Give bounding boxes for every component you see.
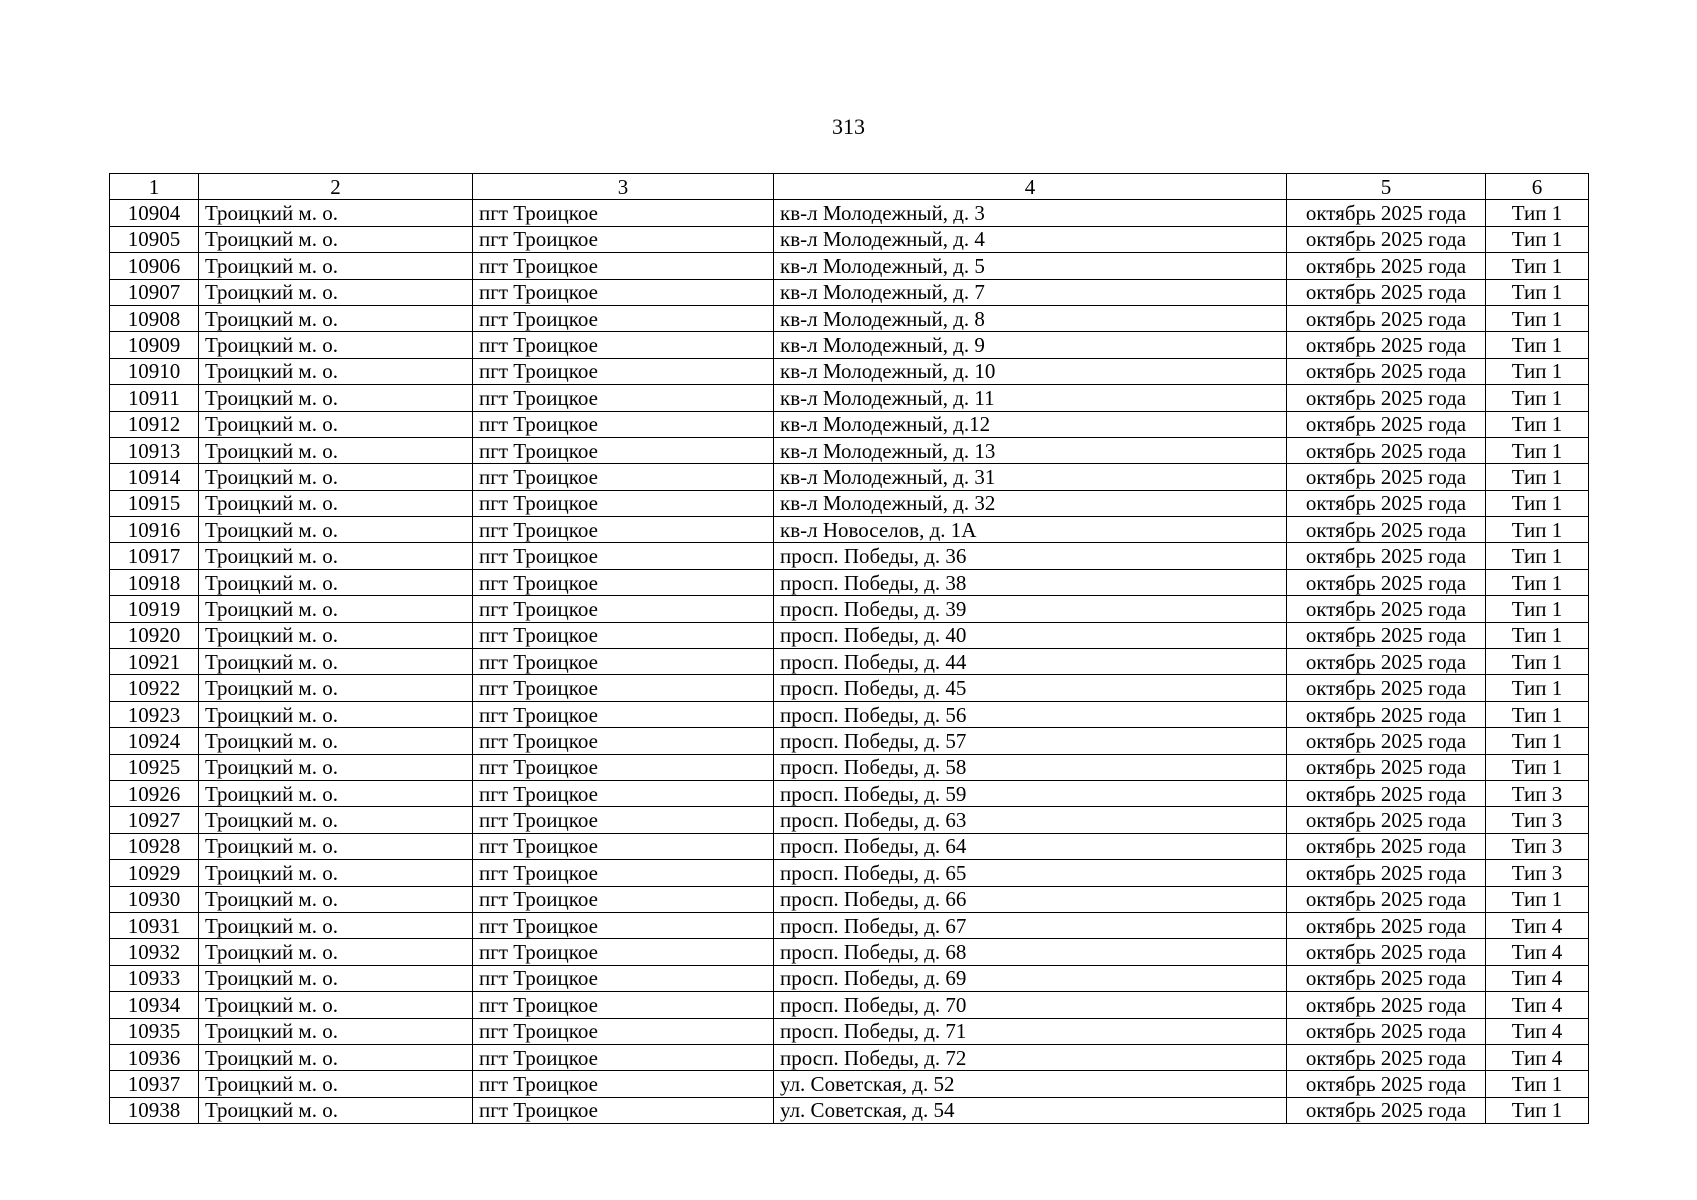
settlement-cell: пгт Троицкое (473, 253, 774, 279)
address-cell: просп. Победы, д. 70 (774, 992, 1287, 1018)
municipality-cell: Троицкий м. о. (199, 1097, 473, 1123)
settlement-cell: пгт Троицкое (473, 279, 774, 305)
column-header: 3 (473, 174, 774, 200)
settlement-cell: пгт Троицкое (473, 200, 774, 226)
period-cell: октябрь 2025 года (1287, 490, 1486, 516)
settlement-cell: пгт Троицкое (473, 860, 774, 886)
municipality-cell: Троицкий м. о. (199, 517, 473, 543)
type-cell: Тип 3 (1486, 833, 1589, 859)
table-body (110, 200, 1589, 1124)
address-cell: кв-л Молодежный, д. 32 (774, 490, 1287, 516)
address-cell: просп. Победы, д. 65 (774, 860, 1287, 886)
address-cell: просп. Победы, д. 44 (774, 649, 1287, 675)
settlement-cell: пгт Троицкое (473, 464, 774, 490)
type-cell: Тип 1 (1486, 622, 1589, 648)
settlement-cell: пгт Троицкое (473, 833, 774, 859)
type-cell: Тип 1 (1486, 358, 1589, 384)
row-number-cell: 10912 (110, 411, 199, 437)
type-cell: Тип 1 (1486, 1071, 1589, 1097)
period-cell: октябрь 2025 года (1287, 622, 1486, 648)
column-header: 2 (199, 174, 473, 200)
table-row (110, 912, 1589, 938)
row-number-cell: 10922 (110, 675, 199, 701)
municipality-cell: Троицкий м. о. (199, 807, 473, 833)
address-cell: просп. Победы, д. 63 (774, 807, 1287, 833)
type-cell: Тип 1 (1486, 543, 1589, 569)
table-row (110, 411, 1589, 437)
municipality-cell: Троицкий м. о. (199, 728, 473, 754)
table-row (110, 437, 1589, 463)
table-row (110, 253, 1589, 279)
type-cell: Тип 1 (1486, 728, 1589, 754)
municipality-cell: Троицкий м. о. (199, 490, 473, 516)
row-number-cell: 10931 (110, 912, 199, 938)
table-row (110, 939, 1589, 965)
settlement-cell: пгт Троицкое (473, 1044, 774, 1070)
settlement-cell: пгт Троицкое (473, 754, 774, 780)
period-cell: октябрь 2025 года (1287, 1097, 1486, 1123)
table-row (110, 358, 1589, 384)
address-cell: просп. Победы, д. 40 (774, 622, 1287, 648)
row-number-cell: 10911 (110, 385, 199, 411)
table-row (110, 886, 1589, 912)
settlement-cell: пгт Троицкое (473, 517, 774, 543)
table-row (110, 965, 1589, 991)
type-cell: Тип 3 (1486, 780, 1589, 806)
type-cell: Тип 1 (1486, 226, 1589, 252)
table-row (110, 1097, 1589, 1123)
table-row (110, 675, 1589, 701)
municipality-cell: Троицкий м. о. (199, 385, 473, 411)
period-cell: октябрь 2025 года (1287, 332, 1486, 358)
table-row (110, 226, 1589, 252)
address-cell: кв-л Молодежный, д. 31 (774, 464, 1287, 490)
period-cell: октябрь 2025 года (1287, 754, 1486, 780)
type-cell: Тип 4 (1486, 992, 1589, 1018)
type-cell: Тип 1 (1486, 200, 1589, 226)
row-number-cell: 10924 (110, 728, 199, 754)
period-cell: октябрь 2025 года (1287, 358, 1486, 384)
period-cell: октябрь 2025 года (1287, 992, 1486, 1018)
table-row (110, 490, 1589, 516)
address-cell: просп. Победы, д. 72 (774, 1044, 1287, 1070)
type-cell: Тип 4 (1486, 912, 1589, 938)
period-cell: октябрь 2025 года (1287, 728, 1486, 754)
settlement-cell: пгт Троицкое (473, 622, 774, 648)
municipality-cell: Троицкий м. о. (199, 965, 473, 991)
municipality-cell: Троицкий м. о. (199, 992, 473, 1018)
municipality-cell: Троицкий м. о. (199, 754, 473, 780)
table-row (110, 279, 1589, 305)
type-cell: Тип 1 (1486, 517, 1589, 543)
settlement-cell: пгт Троицкое (473, 649, 774, 675)
table-row (110, 305, 1589, 331)
row-number-cell: 10927 (110, 807, 199, 833)
period-cell: октябрь 2025 года (1287, 596, 1486, 622)
municipality-cell: Троицкий м. о. (199, 622, 473, 648)
address-cell: кв-л Молодежный, д. 3 (774, 200, 1287, 226)
table-row (110, 464, 1589, 490)
period-cell: октябрь 2025 года (1287, 226, 1486, 252)
type-cell: Тип 3 (1486, 860, 1589, 886)
type-cell: Тип 4 (1486, 965, 1589, 991)
row-number-cell: 10913 (110, 437, 199, 463)
type-cell: Тип 4 (1486, 1044, 1589, 1070)
municipality-cell: Троицкий м. о. (199, 912, 473, 938)
address-cell: просп. Победы, д. 45 (774, 675, 1287, 701)
settlement-cell: пгт Троицкое (473, 807, 774, 833)
row-number-cell: 10937 (110, 1071, 199, 1097)
row-number-cell: 10906 (110, 253, 199, 279)
settlement-cell: пгт Троицкое (473, 675, 774, 701)
period-cell: октябрь 2025 года (1287, 939, 1486, 965)
header-row (110, 174, 1589, 200)
period-cell: октябрь 2025 года (1287, 200, 1486, 226)
table-row (110, 1044, 1589, 1070)
address-cell: просп. Победы, д. 36 (774, 543, 1287, 569)
settlement-cell: пгт Троицкое (473, 490, 774, 516)
type-cell: Тип 1 (1486, 490, 1589, 516)
row-number-cell: 10936 (110, 1044, 199, 1070)
municipality-cell: Троицкий м. о. (199, 332, 473, 358)
row-number-cell: 10910 (110, 358, 199, 384)
municipality-cell: Троицкий м. о. (199, 279, 473, 305)
municipality-cell: Троицкий м. о. (199, 305, 473, 331)
row-number-cell: 10909 (110, 332, 199, 358)
municipality-cell: Троицкий м. о. (199, 780, 473, 806)
type-cell: Тип 1 (1486, 1097, 1589, 1123)
address-cell: просп. Победы, д. 59 (774, 780, 1287, 806)
period-cell: октябрь 2025 года (1287, 437, 1486, 463)
settlement-cell: пгт Троицкое (473, 411, 774, 437)
municipality-cell: Троицкий м. о. (199, 200, 473, 226)
row-number-cell: 10920 (110, 622, 199, 648)
table-row (110, 332, 1589, 358)
row-number-cell: 10915 (110, 490, 199, 516)
row-number-cell: 10926 (110, 780, 199, 806)
address-cell: кв-л Молодежный, д. 4 (774, 226, 1287, 252)
table-header (110, 174, 1589, 200)
row-number-cell: 10934 (110, 992, 199, 1018)
period-cell: октябрь 2025 года (1287, 1071, 1486, 1097)
type-cell: Тип 1 (1486, 701, 1589, 727)
type-cell: Тип 1 (1486, 385, 1589, 411)
address-cell: просп. Победы, д. 64 (774, 833, 1287, 859)
settlement-cell: пгт Троицкое (473, 385, 774, 411)
address-cell: ул. Советская, д. 54 (774, 1097, 1287, 1123)
table-row (110, 543, 1589, 569)
period-cell: октябрь 2025 года (1287, 965, 1486, 991)
period-cell: октябрь 2025 года (1287, 569, 1486, 595)
address-cell: кв-л Молодежный, д. 7 (774, 279, 1287, 305)
settlement-cell: пгт Троицкое (473, 728, 774, 754)
address-cell: просп. Победы, д. 39 (774, 596, 1287, 622)
period-cell: октябрь 2025 года (1287, 1044, 1486, 1070)
municipality-cell: Троицкий м. о. (199, 1018, 473, 1044)
settlement-cell: пгт Троицкое (473, 543, 774, 569)
municipality-cell: Троицкий м. о. (199, 358, 473, 384)
row-number-cell: 10908 (110, 305, 199, 331)
row-number-cell: 10921 (110, 649, 199, 675)
settlement-cell: пгт Троицкое (473, 1097, 774, 1123)
table-row (110, 569, 1589, 595)
municipality-cell: Троицкий м. о. (199, 1071, 473, 1097)
address-cell: просп. Победы, д. 68 (774, 939, 1287, 965)
type-cell: Тип 1 (1486, 253, 1589, 279)
type-cell: Тип 1 (1486, 411, 1589, 437)
settlement-cell: пгт Троицкое (473, 569, 774, 595)
municipality-cell: Троицкий м. о. (199, 675, 473, 701)
settlement-cell: пгт Троицкое (473, 332, 774, 358)
column-header: 6 (1486, 174, 1589, 200)
table-row (110, 754, 1589, 780)
period-cell: октябрь 2025 года (1287, 464, 1486, 490)
type-cell: Тип 1 (1486, 279, 1589, 305)
settlement-cell: пгт Троицкое (473, 226, 774, 252)
type-cell: Тип 3 (1486, 807, 1589, 833)
period-cell: октябрь 2025 года (1287, 886, 1486, 912)
settlement-cell: пгт Троицкое (473, 701, 774, 727)
column-header: 5 (1287, 174, 1486, 200)
municipality-cell: Троицкий м. о. (199, 411, 473, 437)
period-cell: октябрь 2025 года (1287, 860, 1486, 886)
address-cell: кв-л Молодежный, д. 13 (774, 437, 1287, 463)
address-cell: просп. Победы, д. 58 (774, 754, 1287, 780)
table-row (110, 385, 1589, 411)
page-number: 313 (832, 114, 865, 139)
type-cell: Тип 1 (1486, 754, 1589, 780)
column-header: 1 (110, 174, 199, 200)
row-number-cell: 10923 (110, 701, 199, 727)
address-cell: просп. Победы, д. 67 (774, 912, 1287, 938)
period-cell: октябрь 2025 года (1287, 305, 1486, 331)
period-cell: октябрь 2025 года (1287, 411, 1486, 437)
table-row (110, 992, 1589, 1018)
type-cell: Тип 4 (1486, 939, 1589, 965)
table-row (110, 1018, 1589, 1044)
municipality-cell: Троицкий м. о. (199, 1044, 473, 1070)
address-cell: просп. Победы, д. 57 (774, 728, 1287, 754)
address-cell: кв-л Новоселов, д. 1А (774, 517, 1287, 543)
address-cell: кв-л Молодежный, д. 11 (774, 385, 1287, 411)
period-cell: октябрь 2025 года (1287, 649, 1486, 675)
municipality-cell: Троицкий м. о. (199, 833, 473, 859)
settlement-cell: пгт Троицкое (473, 939, 774, 965)
type-cell: Тип 1 (1486, 332, 1589, 358)
address-cell: просп. Победы, д. 66 (774, 886, 1287, 912)
settlement-cell: пгт Троицкое (473, 358, 774, 384)
type-cell: Тип 4 (1486, 1018, 1589, 1044)
row-number-cell: 10904 (110, 200, 199, 226)
municipality-cell: Троицкий м. о. (199, 596, 473, 622)
settlement-cell: пгт Троицкое (473, 1071, 774, 1097)
address-cell: ул. Советская, д. 52 (774, 1071, 1287, 1097)
address-cell: кв-л Молодежный, д. 5 (774, 253, 1287, 279)
table-row (110, 517, 1589, 543)
municipality-cell: Троицкий м. о. (199, 649, 473, 675)
table-row (110, 1071, 1589, 1097)
table-row (110, 833, 1589, 859)
address-cell: кв-л Молодежный, д.12 (774, 411, 1287, 437)
address-cell: просп. Победы, д. 56 (774, 701, 1287, 727)
type-cell: Тип 1 (1486, 649, 1589, 675)
settlement-cell: пгт Троицкое (473, 305, 774, 331)
settlement-cell: пгт Троицкое (473, 992, 774, 1018)
municipality-cell: Троицкий м. о. (199, 464, 473, 490)
row-number-cell: 10907 (110, 279, 199, 305)
municipality-cell: Троицкий м. о. (199, 543, 473, 569)
municipality-cell: Троицкий м. о. (199, 253, 473, 279)
table-row (110, 728, 1589, 754)
municipality-cell: Троицкий м. о. (199, 226, 473, 252)
address-cell: кв-л Молодежный, д. 8 (774, 305, 1287, 331)
period-cell: октябрь 2025 года (1287, 701, 1486, 727)
address-cell: просп. Победы, д. 69 (774, 965, 1287, 991)
period-cell: октябрь 2025 года (1287, 675, 1486, 701)
municipality-cell: Троицкий м. о. (199, 701, 473, 727)
table-row (110, 860, 1589, 886)
type-cell: Тип 1 (1486, 305, 1589, 331)
row-number-cell: 10930 (110, 886, 199, 912)
municipality-cell: Троицкий м. о. (199, 569, 473, 595)
registry-table (109, 173, 1589, 1124)
period-cell: октябрь 2025 года (1287, 385, 1486, 411)
table-row (110, 780, 1589, 806)
type-cell: Тип 1 (1486, 886, 1589, 912)
row-number-cell: 10925 (110, 754, 199, 780)
address-cell: кв-л Молодежный, д. 9 (774, 332, 1287, 358)
row-number-cell: 10938 (110, 1097, 199, 1123)
period-cell: октябрь 2025 года (1287, 780, 1486, 806)
type-cell: Тип 1 (1486, 569, 1589, 595)
row-number-cell: 10914 (110, 464, 199, 490)
row-number-cell: 10919 (110, 596, 199, 622)
settlement-cell: пгт Троицкое (473, 437, 774, 463)
type-cell: Тип 1 (1486, 437, 1589, 463)
row-number-cell: 10916 (110, 517, 199, 543)
period-cell: октябрь 2025 года (1287, 517, 1486, 543)
settlement-cell: пгт Троицкое (473, 965, 774, 991)
row-number-cell: 10905 (110, 226, 199, 252)
municipality-cell: Троицкий м. о. (199, 437, 473, 463)
column-header: 4 (774, 174, 1287, 200)
settlement-cell: пгт Троицкое (473, 780, 774, 806)
period-cell: октябрь 2025 года (1287, 253, 1486, 279)
table-row (110, 649, 1589, 675)
address-cell: просп. Победы, д. 71 (774, 1018, 1287, 1044)
period-cell: октябрь 2025 года (1287, 543, 1486, 569)
row-number-cell: 10917 (110, 543, 199, 569)
row-number-cell: 10932 (110, 939, 199, 965)
row-number-cell: 10928 (110, 833, 199, 859)
address-cell: просп. Победы, д. 38 (774, 569, 1287, 595)
table-row (110, 622, 1589, 648)
period-cell: октябрь 2025 года (1287, 912, 1486, 938)
table-row (110, 701, 1589, 727)
period-cell: октябрь 2025 года (1287, 279, 1486, 305)
row-number-cell: 10935 (110, 1018, 199, 1044)
table-row (110, 807, 1589, 833)
row-number-cell: 10929 (110, 860, 199, 886)
settlement-cell: пгт Троицкое (473, 912, 774, 938)
municipality-cell: Троицкий м. о. (199, 886, 473, 912)
row-number-cell: 10918 (110, 569, 199, 595)
settlement-cell: пгт Троицкое (473, 1018, 774, 1044)
period-cell: октябрь 2025 года (1287, 833, 1486, 859)
table-row (110, 200, 1589, 226)
period-cell: октябрь 2025 года (1287, 807, 1486, 833)
municipality-cell: Троицкий м. о. (199, 939, 473, 965)
settlement-cell: пгт Троицкое (473, 596, 774, 622)
type-cell: Тип 1 (1486, 464, 1589, 490)
settlement-cell: пгт Троицкое (473, 886, 774, 912)
type-cell: Тип 1 (1486, 596, 1589, 622)
address-cell: кв-л Молодежный, д. 10 (774, 358, 1287, 384)
period-cell: октябрь 2025 года (1287, 1018, 1486, 1044)
row-number-cell: 10933 (110, 965, 199, 991)
table-row (110, 596, 1589, 622)
type-cell: Тип 1 (1486, 675, 1589, 701)
municipality-cell: Троицкий м. о. (199, 860, 473, 886)
